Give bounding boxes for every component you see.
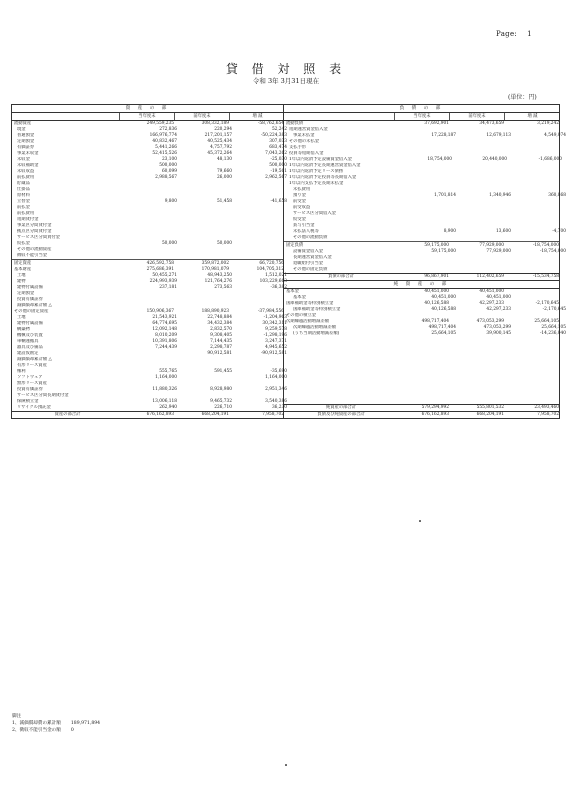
- prior-year-value: 50,000: [216, 241, 232, 246]
- row-label: その他の流動資産: [17, 247, 52, 252]
- report-date: 令和 3年 3月31日現在: [252, 77, 320, 85]
- liabilities-header-row: [284, 113, 559, 121]
- prior-year-value: 473,053,299: [476, 319, 504, 324]
- change-value: -2,170,645: [535, 301, 559, 306]
- row-label: 固定資産: [14, 261, 32, 266]
- current-year-value: 40,451,000: [431, 295, 456, 300]
- table-row: [284, 404, 559, 411]
- row-label: 投資有価証券: [17, 297, 43, 302]
- row-label: 1年以内返済予定リース債務: [289, 169, 344, 174]
- row-label: 未払費用: [293, 187, 311, 192]
- current-year-value: 40,832,467: [152, 139, 177, 144]
- current-year-value: 96,867,901: [424, 274, 449, 279]
- prior-year-value: 48,130: [216, 157, 232, 162]
- prior-year-value: 22,748,884: [207, 315, 232, 320]
- column-header: [284, 113, 395, 120]
- scan-speck: [419, 520, 421, 522]
- prior-year-value: 34,473,659: [479, 121, 504, 126]
- row-label: 権利: [17, 369, 26, 374]
- row-label: 流動資産: [14, 121, 32, 126]
- column-header: 増 減: [527, 114, 538, 119]
- row-label: 現金: [17, 127, 26, 132]
- row-label: 前払費用: [17, 211, 35, 216]
- change-value: -90,912,581: [260, 351, 287, 356]
- prior-year-value: 1,340,946: [489, 193, 511, 198]
- prior-year-value: 308,332,189: [201, 121, 229, 126]
- row-label: 事業未収金: [17, 151, 39, 156]
- current-year-value: 237,181: [159, 285, 177, 290]
- current-year-value: 59,175,000: [431, 249, 456, 254]
- row-label: 減価償却累計額 △: [17, 303, 52, 308]
- assets-rows: [12, 121, 287, 411]
- row-label: 固定負債: [286, 243, 304, 248]
- change-value: -37,984,556: [257, 309, 284, 314]
- prior-year-value: 188,890,923: [201, 309, 229, 314]
- prior-year-value: 13,600: [495, 229, 511, 234]
- prior-year-value: 9,308,405: [210, 333, 232, 338]
- current-year-value: 23,100: [161, 157, 177, 162]
- row-label: (うち当期活動増減差額): [293, 331, 340, 336]
- current-year-value: 18,754,000: [427, 157, 452, 162]
- change-value: 9,259,578: [265, 327, 287, 332]
- row-label: 純資産の部合計: [325, 405, 357, 410]
- current-year-value: 64,774,695: [152, 321, 177, 326]
- prior-year-value: 12,679,113: [486, 133, 511, 138]
- row-label: 事業区分間貸付金: [17, 223, 52, 228]
- row-label: 建物: [17, 279, 26, 284]
- row-label: 未収収益: [17, 169, 35, 174]
- row-label: 預り金: [293, 193, 306, 198]
- prior-year-value: 48,943,250: [207, 273, 232, 278]
- prior-year-value: 121,764,276: [204, 279, 232, 284]
- row-label: 次期繰越活動増減差額: [293, 325, 336, 330]
- current-year-value: 1,701,814: [434, 193, 456, 198]
- page-title: 貸 借 対 照 表: [225, 62, 347, 76]
- footnotes-heading: 脚注: [12, 714, 22, 719]
- row-label: 負債の部合計: [328, 274, 354, 279]
- current-year-value: 8,900: [443, 229, 456, 234]
- change-value: -1,204,963: [263, 315, 287, 320]
- net-assets-rows: [284, 289, 566, 337]
- change-value: 52,242: [271, 127, 287, 132]
- change-value: 4,945,652: [265, 345, 287, 350]
- row-label: 国庫補助金等特別積立金: [286, 301, 334, 306]
- change-value: 3,540,386: [265, 399, 287, 404]
- row-label: 器具及び備品: [17, 345, 43, 350]
- row-label: 普通預金: [17, 133, 35, 138]
- prior-year-value: 359,872,002: [201, 261, 229, 266]
- prior-year-value: 2,832,570: [210, 327, 232, 332]
- prior-year-value: 555,801,532: [476, 405, 504, 410]
- row-label: 有形リース資産: [17, 363, 47, 368]
- row-label: 事業未払金: [293, 133, 315, 138]
- current-year-value: 224,993,939: [149, 279, 177, 284]
- row-label: 前受収益: [293, 205, 311, 210]
- change-value: -58,762,654: [257, 121, 284, 126]
- row-label: ソフトウェア: [17, 375, 43, 380]
- currency-unit: (単位：円): [508, 94, 537, 101]
- prior-year-value: 668,204,191: [201, 412, 229, 417]
- change-value: 30,342,311: [262, 321, 287, 326]
- row-label: 投資有価証券: [17, 387, 43, 392]
- change-value: 4,549,074: [544, 133, 566, 138]
- row-label: 土地: [17, 315, 26, 320]
- row-label: 短期貸付金: [17, 217, 39, 222]
- table-row: [12, 259, 283, 267]
- row-label: 1年以内返済予定長期運営資金借入金: [289, 163, 361, 168]
- row-label: 国庫補助金等特別積立金: [293, 307, 341, 312]
- prior-year-value: 2,298,787: [210, 345, 232, 350]
- column-header: 増 減: [252, 114, 263, 119]
- change-value: 66,720,756: [259, 261, 284, 266]
- current-year-value: 555,765: [159, 369, 177, 374]
- change-value: -50,224,383: [260, 133, 287, 138]
- current-year-value: 59,175,000: [424, 243, 449, 248]
- prior-year-value: 90,912,581: [207, 351, 232, 356]
- column-header: [12, 113, 120, 120]
- current-year-value: 9,800: [164, 199, 177, 204]
- current-year-value: 17,228,187: [431, 133, 456, 138]
- current-year-value: 12,092,148: [152, 327, 177, 332]
- prior-year-value: 42,297,233: [479, 301, 504, 306]
- row-label: 貯蔵品: [17, 181, 30, 186]
- change-value: -18,754,000: [539, 249, 566, 254]
- change-value: -25,030: [270, 157, 287, 162]
- current-year-value: 10,391,806: [152, 339, 177, 344]
- table-row: [284, 241, 559, 249]
- change-value: -1,298,196: [263, 333, 287, 338]
- current-year-value: 13,006,118: [152, 399, 177, 404]
- row-label: 設備資金借入金: [293, 249, 324, 254]
- liabilities-table: [284, 104, 566, 419]
- change-value: 500,000: [269, 163, 287, 168]
- page-number: Page: 1: [496, 30, 532, 38]
- prior-year-value: 273,563: [214, 285, 232, 290]
- liabilities-rows: [284, 121, 566, 273]
- table-row: [12, 411, 283, 418]
- change-value: 104,705,312: [256, 267, 284, 272]
- current-year-value: 166,976,774: [149, 133, 177, 138]
- change-value: 3,219,242: [537, 121, 559, 126]
- change-value: 7,958,702: [262, 412, 284, 417]
- current-year-value: 8,010,209: [155, 333, 177, 338]
- row-label: その他の固定負債: [293, 267, 328, 272]
- change-value: 360,868: [548, 193, 566, 198]
- row-label: 未収金: [17, 157, 30, 162]
- current-year-value: 676,162,893: [146, 412, 174, 417]
- row-label: 前払費用: [17, 175, 35, 180]
- row-label: 徴収不能引当金: [17, 253, 48, 258]
- current-year-value: 50,455,271: [152, 273, 177, 278]
- change-value: -36,382: [270, 285, 287, 290]
- prior-year-value: 217,201,157: [204, 133, 232, 138]
- row-label: 未収補助金: [17, 163, 39, 168]
- row-label: その他の未払金: [289, 139, 320, 144]
- row-label: その他の流動負債: [293, 235, 328, 240]
- row-label: 次期繰越活動増減差額: [286, 319, 329, 324]
- row-label: 仮払金: [17, 241, 30, 246]
- prior-year-value: 77,929,000: [479, 243, 504, 248]
- prior-year-value: 226,710: [214, 405, 232, 410]
- assets-caption: 資 産 の 部: [12, 105, 283, 113]
- current-year-value: 500,000: [159, 163, 177, 168]
- current-year-value: 249,559,235: [146, 121, 174, 126]
- prior-year-value: 591,455: [214, 369, 232, 374]
- column-header: 当年度末: [395, 113, 450, 120]
- row-label: 前受金: [293, 199, 306, 204]
- liabilities-caption: 負 債 の 部: [284, 105, 559, 113]
- row-label: 1年以内返済予定設備資金借入金: [289, 157, 352, 162]
- row-label: 土地: [17, 273, 26, 278]
- row-label: その他の積立金: [286, 313, 317, 318]
- row-label: 建物付属設備: [17, 285, 43, 290]
- current-year-value: 262,940: [159, 405, 177, 410]
- row-label: 賞与引当金: [293, 223, 315, 228]
- row-label: 流動負債: [286, 121, 304, 126]
- prior-year-value: 34,432,384: [207, 321, 232, 326]
- change-value: -41,658: [270, 199, 287, 204]
- net-assets-caption: 純 資 産 の 部: [284, 280, 559, 289]
- change-value: 25,664,105: [534, 319, 559, 324]
- row-label: 基本金: [286, 289, 299, 294]
- table-row: [284, 273, 559, 280]
- change-value: 103,229,663: [259, 279, 287, 284]
- row-label: 未払法人税等: [293, 229, 319, 234]
- row-label: 役員等短期借入金: [289, 151, 324, 156]
- prior-year-value: 4,757,792: [210, 145, 232, 150]
- change-value: 7,958,702: [537, 412, 559, 417]
- row-label: サービス区分間貸付金: [17, 235, 60, 240]
- assets-header-row: [12, 113, 283, 121]
- current-year-value: 272,836: [159, 127, 177, 132]
- grand-total: [284, 411, 559, 418]
- row-label: 短期運営資金借入金: [289, 127, 328, 132]
- change-value: 2,951,346: [265, 387, 287, 392]
- current-year-value: 11,880,326: [152, 387, 177, 392]
- change-value: -19,561: [270, 169, 287, 174]
- prior-year-value: 39,900,145: [486, 331, 511, 336]
- prior-year-value: 8,928,980: [210, 387, 232, 392]
- table-row: [284, 411, 559, 418]
- change-value: 3,247,371: [265, 339, 287, 344]
- prior-year-value: 40,525,434: [207, 139, 232, 144]
- prior-year-value: 220,294: [214, 127, 232, 132]
- footnote-item: 1、減価償却費の累計額 189,971,894: [12, 721, 101, 726]
- assets-total: [12, 411, 283, 418]
- current-year-value: 426,592,758: [146, 261, 174, 266]
- row-label: 保険積立金: [17, 399, 39, 404]
- change-value: -35,690: [270, 369, 287, 374]
- current-year-value: 52,415,526: [152, 151, 177, 156]
- current-year-value: 37,692,901: [424, 121, 449, 126]
- row-label: 長期運営資金借入金: [293, 255, 332, 260]
- change-value: 23,493,460: [534, 405, 559, 410]
- row-label: 基本財産: [14, 267, 32, 272]
- row-label: 1年以内返済予定役員等長期借入金: [289, 175, 357, 180]
- row-label: 立替金: [17, 199, 30, 204]
- change-value: 1,512,021: [265, 273, 287, 278]
- change-value: -18,754,000: [532, 243, 559, 248]
- change-value: 2,962,567: [265, 175, 287, 180]
- column-header: 当年度末: [120, 113, 175, 120]
- current-year-value: 275,686,391: [146, 267, 174, 272]
- current-year-value: 21,543,921: [152, 315, 177, 320]
- row-label: 機械及び装置: [17, 333, 43, 338]
- row-label: 減価償却累計額 △: [17, 357, 52, 362]
- row-label: 資産の部合計: [54, 412, 81, 417]
- row-label: 拠点区分間貸付金: [17, 229, 52, 234]
- change-value: -15,534,758: [532, 274, 559, 279]
- current-year-value: 2,988,567: [155, 175, 177, 180]
- prior-year-value: 9,465,732: [210, 399, 232, 404]
- prior-year-value: 26,000: [216, 175, 232, 180]
- row-label: 建設仮勘定: [17, 351, 39, 356]
- scan-speck: [285, 764, 287, 766]
- row-label: 定期預金: [17, 291, 35, 296]
- current-year-value: 60,099: [161, 169, 177, 174]
- prior-year-value: 77,929,000: [486, 249, 511, 254]
- row-label: リサイクル預託金: [17, 405, 51, 410]
- change-value: -4,700: [552, 229, 566, 234]
- column-header: 前年度末: [175, 113, 230, 120]
- prior-year-value: 42,297,233: [486, 307, 511, 312]
- current-year-value: 498,717,404: [421, 319, 449, 324]
- current-year-value: 676,162,893: [421, 412, 449, 417]
- change-value: -1,686,000: [538, 157, 562, 162]
- change-value: 7,043,262: [265, 151, 287, 156]
- change-value: -14,236,040: [539, 331, 566, 336]
- current-year-value: 7,244,439: [155, 345, 177, 350]
- current-year-value: 1,164,000: [155, 375, 177, 380]
- prior-year-value: 20,440,000: [482, 157, 507, 162]
- change-value: 1,164,000: [265, 375, 287, 380]
- row-label: 建物付属設備: [17, 321, 43, 326]
- row-label: 無形リース資産: [17, 381, 47, 386]
- change-value: 25,664,105: [541, 325, 566, 330]
- row-label: 原材料: [17, 193, 30, 198]
- row-label: サービス区分間借入金: [293, 211, 336, 216]
- row-label: 有価証券: [17, 145, 35, 150]
- row-label: サービス区分間長期貸付金: [17, 393, 69, 398]
- prior-year-value: 79,660: [216, 169, 232, 174]
- row-label: 仕掛品: [17, 187, 30, 192]
- current-year-value: 579,294,992: [421, 405, 449, 410]
- row-label: 1年以内支払予定長期未払金: [289, 181, 344, 186]
- row-label: 負債及び純資産の部合計: [317, 412, 365, 417]
- row-label: 構築物: [17, 327, 30, 332]
- change-value: 36,230: [271, 405, 287, 410]
- prior-year-value: 112,402,659: [476, 274, 504, 279]
- row-label: 基本金: [293, 295, 306, 300]
- current-year-value: 40,126,588: [424, 301, 449, 306]
- current-year-value: 498,717,404: [428, 325, 456, 330]
- net-assets-total: [284, 404, 559, 411]
- prior-year-value: 45,372,264: [207, 151, 232, 156]
- prior-year-value: 668,204,191: [476, 412, 504, 417]
- footnotes: [12, 713, 100, 734]
- current-year-value: 25,664,105: [431, 331, 456, 336]
- prior-year-value: 170,981,079: [201, 267, 229, 272]
- assets-table: [11, 104, 287, 419]
- liabilities-total: [284, 273, 559, 280]
- prior-year-value: 473,053,299: [483, 325, 511, 330]
- row-label: 退職給付引当金: [293, 261, 324, 266]
- current-year-value: 40,126,588: [431, 307, 456, 312]
- change-value: 307,033: [269, 139, 287, 144]
- prior-year-value: 7,144,435: [210, 339, 232, 344]
- column-header: 前年度末: [450, 113, 505, 120]
- change-value: 683,474: [269, 145, 287, 150]
- row-label: 定期預金: [17, 139, 35, 144]
- row-label: 車輌運搬具: [17, 339, 39, 344]
- table-row: [284, 331, 566, 337]
- footnote-item: 2、徴収不能引当金の額 0: [12, 728, 74, 733]
- current-year-value: 5,441,266: [155, 145, 177, 150]
- current-year-value: 40,451,000: [424, 289, 449, 294]
- current-year-value: 150,906,367: [146, 309, 174, 314]
- current-year-value: 50,000: [161, 241, 177, 246]
- change-value: -2,170,645: [542, 307, 566, 312]
- prior-year-value: 51,458: [216, 199, 232, 204]
- row-label: その他の固定資産: [14, 309, 49, 314]
- row-label: 支払手形: [289, 145, 307, 150]
- prior-year-value: 40,451,000: [479, 289, 504, 294]
- row-label: 前払金: [17, 205, 30, 210]
- row-label: 仮受金: [293, 217, 306, 222]
- prior-year-value: 40,451,000: [486, 295, 511, 300]
